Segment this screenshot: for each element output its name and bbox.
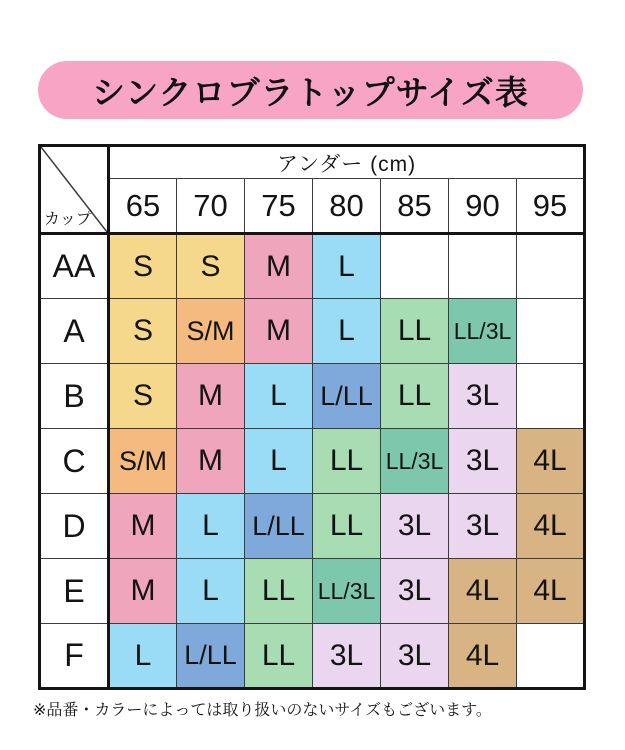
size-cell: S xyxy=(109,299,177,364)
footnote: ※品番・カラーによっては取り扱いのないサイズもございます。 xyxy=(33,702,492,719)
empty-size-cell xyxy=(517,299,585,364)
size-cell: S/M xyxy=(177,299,245,364)
size-cell: S xyxy=(177,234,245,299)
under-value-cell: 80 xyxy=(313,179,381,234)
size-cell: LL xyxy=(245,559,313,624)
size-cell: 3L xyxy=(381,624,449,689)
cup-axis-label: カップ xyxy=(44,211,92,228)
size-cell: 3L xyxy=(313,624,381,689)
table-row xyxy=(40,234,585,299)
cup-header-cell: A xyxy=(40,299,109,364)
under-group-label: アンダー (cm) xyxy=(109,146,585,179)
size-cell: M xyxy=(109,494,177,559)
size-cell: LL xyxy=(245,624,313,689)
size-cell: L xyxy=(177,559,245,624)
under-value-cell: 65 xyxy=(109,179,177,234)
table-row xyxy=(40,429,585,494)
size-cell: M xyxy=(245,234,313,299)
cup-header-cell: F xyxy=(40,624,109,689)
size-cell: L/LL xyxy=(177,624,245,689)
cup-header-cell: E xyxy=(40,559,109,624)
page-title: シンクロブラトップサイズ表 xyxy=(92,73,529,111)
size-cell: 4L xyxy=(517,559,585,624)
size-cell: L xyxy=(245,429,313,494)
cup-header-cell: B xyxy=(40,364,109,429)
under-value-cell: 90 xyxy=(449,179,517,234)
size-cell: 4L xyxy=(517,494,585,559)
size-cell: 4L xyxy=(517,429,585,494)
under-value-cell: 75 xyxy=(245,179,313,234)
empty-size-cell xyxy=(381,234,449,299)
cup-header-cell: AA xyxy=(40,234,109,299)
table-row xyxy=(40,364,585,429)
empty-size-cell xyxy=(517,624,585,689)
size-table xyxy=(38,144,586,690)
table-row xyxy=(40,299,585,364)
size-cell: S xyxy=(109,364,177,429)
size-cell: L xyxy=(313,299,381,364)
empty-size-cell xyxy=(449,234,517,299)
size-cell: L xyxy=(177,494,245,559)
size-cell: L xyxy=(245,364,313,429)
size-cell: 3L xyxy=(449,364,517,429)
corner-header-cell xyxy=(40,146,109,234)
size-cell: LL/3L xyxy=(313,559,381,624)
size-cell: L/LL xyxy=(245,494,313,559)
empty-size-cell xyxy=(517,234,585,299)
size-cell: M xyxy=(177,429,245,494)
size-cell: 4L xyxy=(449,559,517,624)
size-cell: LL xyxy=(313,494,381,559)
size-cell: L xyxy=(109,624,177,689)
under-values-row xyxy=(40,179,585,234)
size-cell: LL xyxy=(313,429,381,494)
size-cell: 3L xyxy=(449,494,517,559)
size-cell: LL xyxy=(381,364,449,429)
cup-header-cell: D xyxy=(40,494,109,559)
size-cell: S/M xyxy=(109,429,177,494)
cup-header-cell: C xyxy=(40,429,109,494)
size-cell: 3L xyxy=(381,494,449,559)
table-row xyxy=(40,624,585,689)
under-value-cell: 95 xyxy=(517,179,585,234)
table-row xyxy=(40,494,585,559)
table-row xyxy=(40,559,585,624)
size-chart-title-banner xyxy=(38,61,583,119)
size-cell: LL/3L xyxy=(449,299,517,364)
size-cell: S xyxy=(109,234,177,299)
size-cell: L/LL xyxy=(313,364,381,429)
under-value-cell: 85 xyxy=(381,179,449,234)
size-cell: L xyxy=(313,234,381,299)
size-cell: M xyxy=(109,559,177,624)
size-cell: 3L xyxy=(449,429,517,494)
size-cell: LL xyxy=(381,299,449,364)
under-value-cell: 70 xyxy=(177,179,245,234)
size-cell: LL/3L xyxy=(381,429,449,494)
size-cell: M xyxy=(245,299,313,364)
size-cell: 4L xyxy=(449,624,517,689)
under-header-row xyxy=(40,146,585,179)
size-cell: 3L xyxy=(381,559,449,624)
empty-size-cell xyxy=(517,364,585,429)
size-cell: M xyxy=(177,364,245,429)
